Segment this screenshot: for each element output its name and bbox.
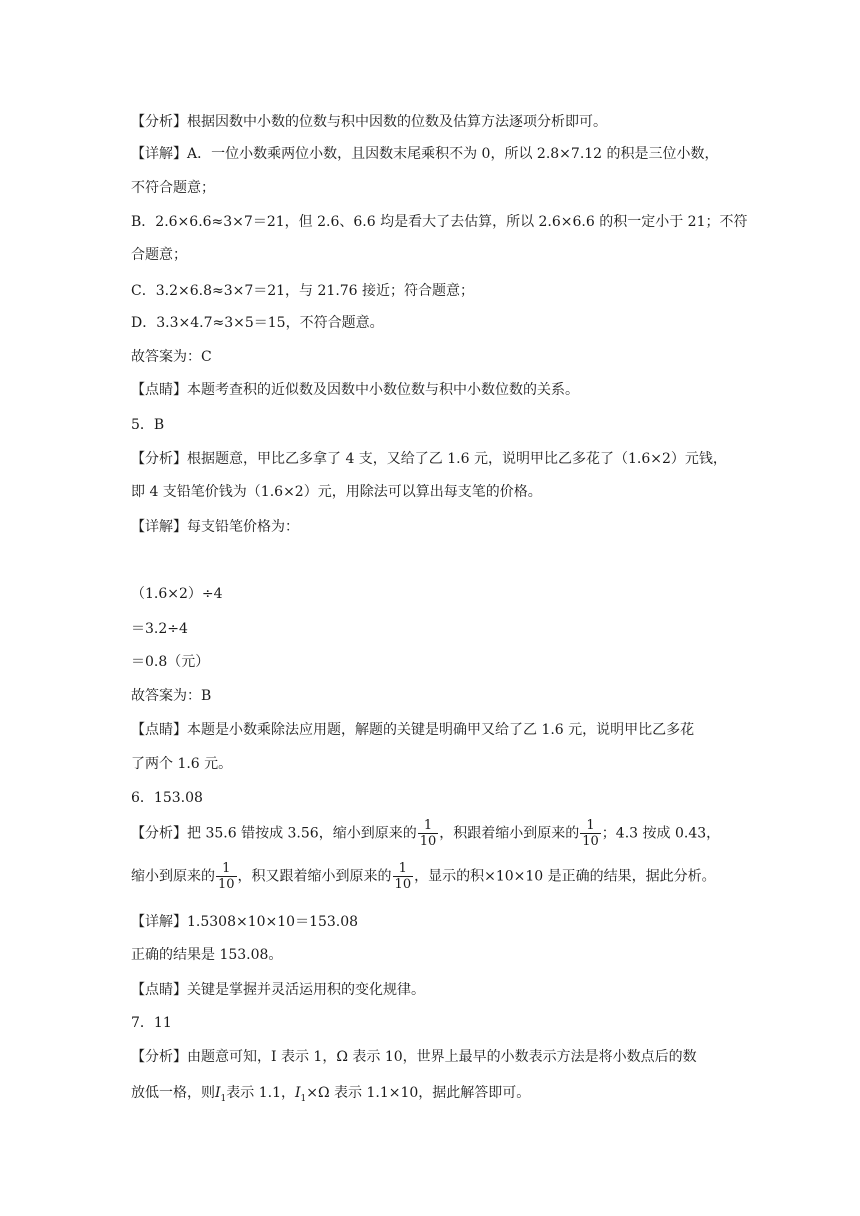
q6-detail: 【详解】1.5308×10×10＝153.08 (131, 914, 359, 930)
q4-answer: 故答案为：C (131, 349, 212, 365)
q5-detail: 【详解】每支铅笔价格为： (131, 519, 299, 535)
q5-calc-step1: （1.6×2）÷4 (131, 586, 223, 602)
q4-detail-b-line2: 合题意； (131, 247, 187, 263)
q6-result: 正确的结果是 153.08。 (131, 947, 283, 963)
q4-detail-a-line1: 【详解】A．一位小数乘两位小数，且因数末尾乘积不为 0，所以 2.8×7.12 的积是三位小数， (131, 146, 719, 162)
q5-answer: 故答案为：B (131, 688, 212, 704)
q7-heading: 7．11 (131, 1015, 172, 1031)
q4-detail-c: C．3.2×6.8≈3×7＝21，与 21.76 接近；符合题意； (131, 283, 475, 299)
q6-heading: 6．153.08 (131, 790, 203, 806)
q4-comment: 【点睛】本题考查积的近似数及因数中小数位数与积中小数位数的关系。 (131, 382, 579, 398)
q4-detail-b-line1: B．2.6×6.6≈3×7＝21，但 2.6、6.6 均是看大了去估算，所以 2.6×6.6 的积一定小于 21；不符 (131, 214, 748, 230)
symbol-i1: $I_1$ (294, 1085, 307, 1104)
symbol-i1: $I_1$ (215, 1085, 227, 1104)
fraction-one-tenth: $\frac{1}{10}$ (419, 818, 437, 849)
q6-comment: 【点睛】关键是掌握并灵活运用积的变化规律。 (131, 982, 425, 998)
fraction-one-tenth: $\frac{1}{10}$ (582, 818, 599, 849)
q5-calc-step2: ＝3.2÷4 (131, 621, 188, 637)
q4-analysis: 【分析】根据因数中小数的位数与积中因数的位数及估算方法逐项分析即可。 (131, 114, 607, 130)
q4-detail-d: D．3.3×4.7≈3×5＝15，不符合题意。 (131, 315, 384, 331)
q5-heading: 5．B (131, 417, 165, 433)
q5-comment-line2: 了两个 1.6 元。 (131, 756, 233, 772)
fraction-one-tenth: $\frac{1}{10}$ (394, 861, 412, 892)
q5-analysis-line2: 即 4 支铅笔价钱为（1.6×2）元，用除法可以算出每支笔的价格。 (131, 484, 542, 500)
q6-analysis-line1: 【分析】把 35.6 错按成 3.56，缩小到原来的 $\frac{1}{10}$ ，积跟着缩小到原来的 $\frac{1}{10}$ ；4.3 按成 0.43， (131, 818, 721, 849)
q5-analysis-line1: 【分析】根据题意，甲比乙多拿了 4 支，又给了乙 1.6 元，说明甲比乙多花了（1.6×2）元钱， (131, 451, 727, 467)
q7-analysis-line1: 【分析】由题意可知，I 表示 1，Ω 表示 10，世界上最早的小数表示方法是将小数点后的数 (131, 1049, 697, 1065)
q7-analysis-line2: 放低一格，则$I_1$表示 1.1，$I_1\times\Omega$ 表示 1.1×10，据此解答即可。 (131, 1085, 531, 1104)
q6-analysis-line2: 缩小到原来的 $\frac{1}{10}$ ，积又跟着缩小到原来的 $\frac{1}{10}$ ，显示的积×10×10 是正确的结果，据此分析。 (131, 861, 716, 892)
fraction-one-tenth: $\frac{1}{10}$ (218, 861, 235, 892)
q5-calc-step3: ＝0.8（元） (131, 654, 210, 670)
q4-detail-a-line2: 不符合题意； (131, 180, 215, 196)
q5-comment-line1: 【点睛】本题是小数乘除法应用题，解题的关键是明确甲又给了乙 1.6 元，说明甲比乙多花 (131, 722, 695, 738)
